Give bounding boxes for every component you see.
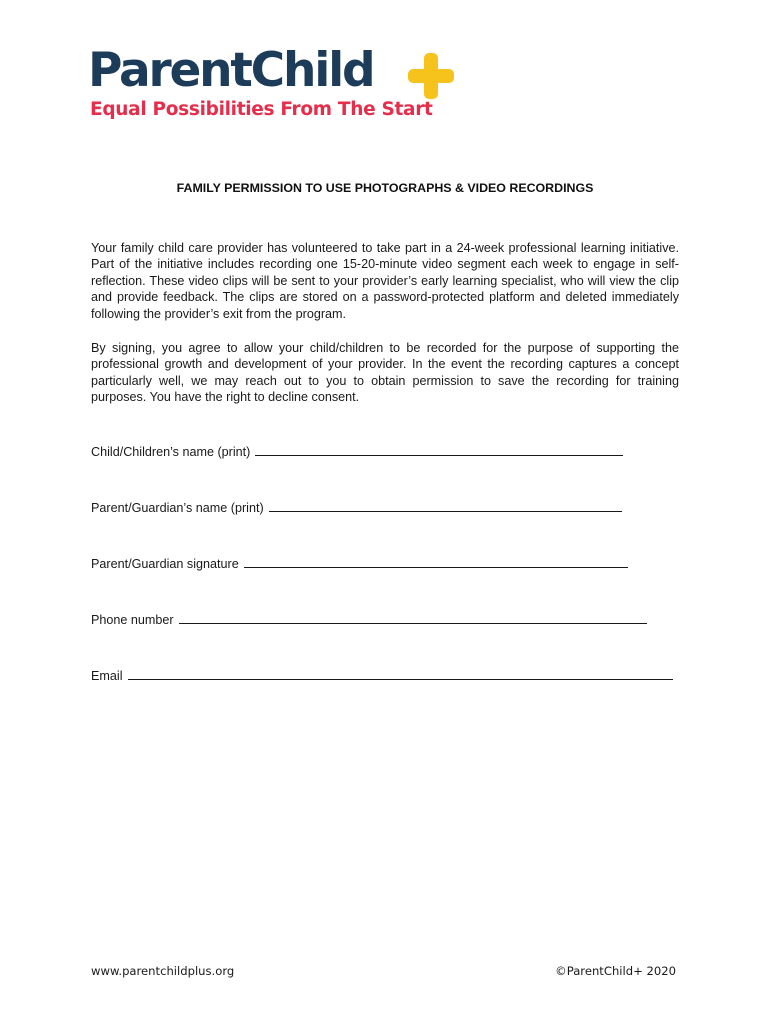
document-title: FAMILY PERMISSION TO USE PHOTOGRAPHS & VIDEO RECORDINGS (176, 181, 594, 195)
footer-website: www.parentchildplus.org (91, 964, 235, 978)
intro-paragraph: Your family child care provider has volunteered to take part in a 24-week professional learning initiative. Part of the initiative includes recording one 15-20-minute video segment each week to engage in self-reflection. These video clips will be sent to your provider’s early learning specialist, who will view the clip and provide feedback. The clips are stored on a password-protected platform and deleted immediately following the provider’s exit from the program. (91, 241, 679, 321)
logo-wordmark: ParentChild (88, 43, 374, 98)
signature-label: Parent/Guardian signature (91, 557, 239, 571)
parent-name-label: Parent/Guardian’s name (print) (91, 501, 264, 515)
child-name-line[interactable] (255, 445, 623, 456)
email-label: Email (91, 669, 123, 683)
parent-name-line[interactable] (269, 501, 622, 512)
child-name-label: Child/Children’s name (print) (91, 445, 251, 459)
email-field (91, 669, 673, 683)
email-line[interactable] (128, 669, 673, 680)
logo-tagline: Equal Possibilities From The Start (90, 99, 433, 120)
phone-label: Phone number (91, 613, 174, 627)
brand-logo (88, 42, 468, 128)
phone-field (91, 613, 647, 627)
plus-icon (406, 51, 456, 101)
parent-name-field (91, 501, 622, 515)
signature-line[interactable] (244, 557, 628, 568)
phone-line[interactable] (179, 613, 647, 624)
footer-copyright: ©ParentChild+ 2020 (555, 964, 676, 978)
child-name-field (91, 445, 623, 459)
signature-field (91, 557, 628, 571)
consent-paragraph: By signing, you agree to allow your child/children to be recorded for the purpose of supporting the professional growth and development of your provider. In the event the recording captures a concept particularly well, we may reach out to you to obtain permission to save the recording for training purposes. You have the right to decline consent. (91, 341, 679, 405)
